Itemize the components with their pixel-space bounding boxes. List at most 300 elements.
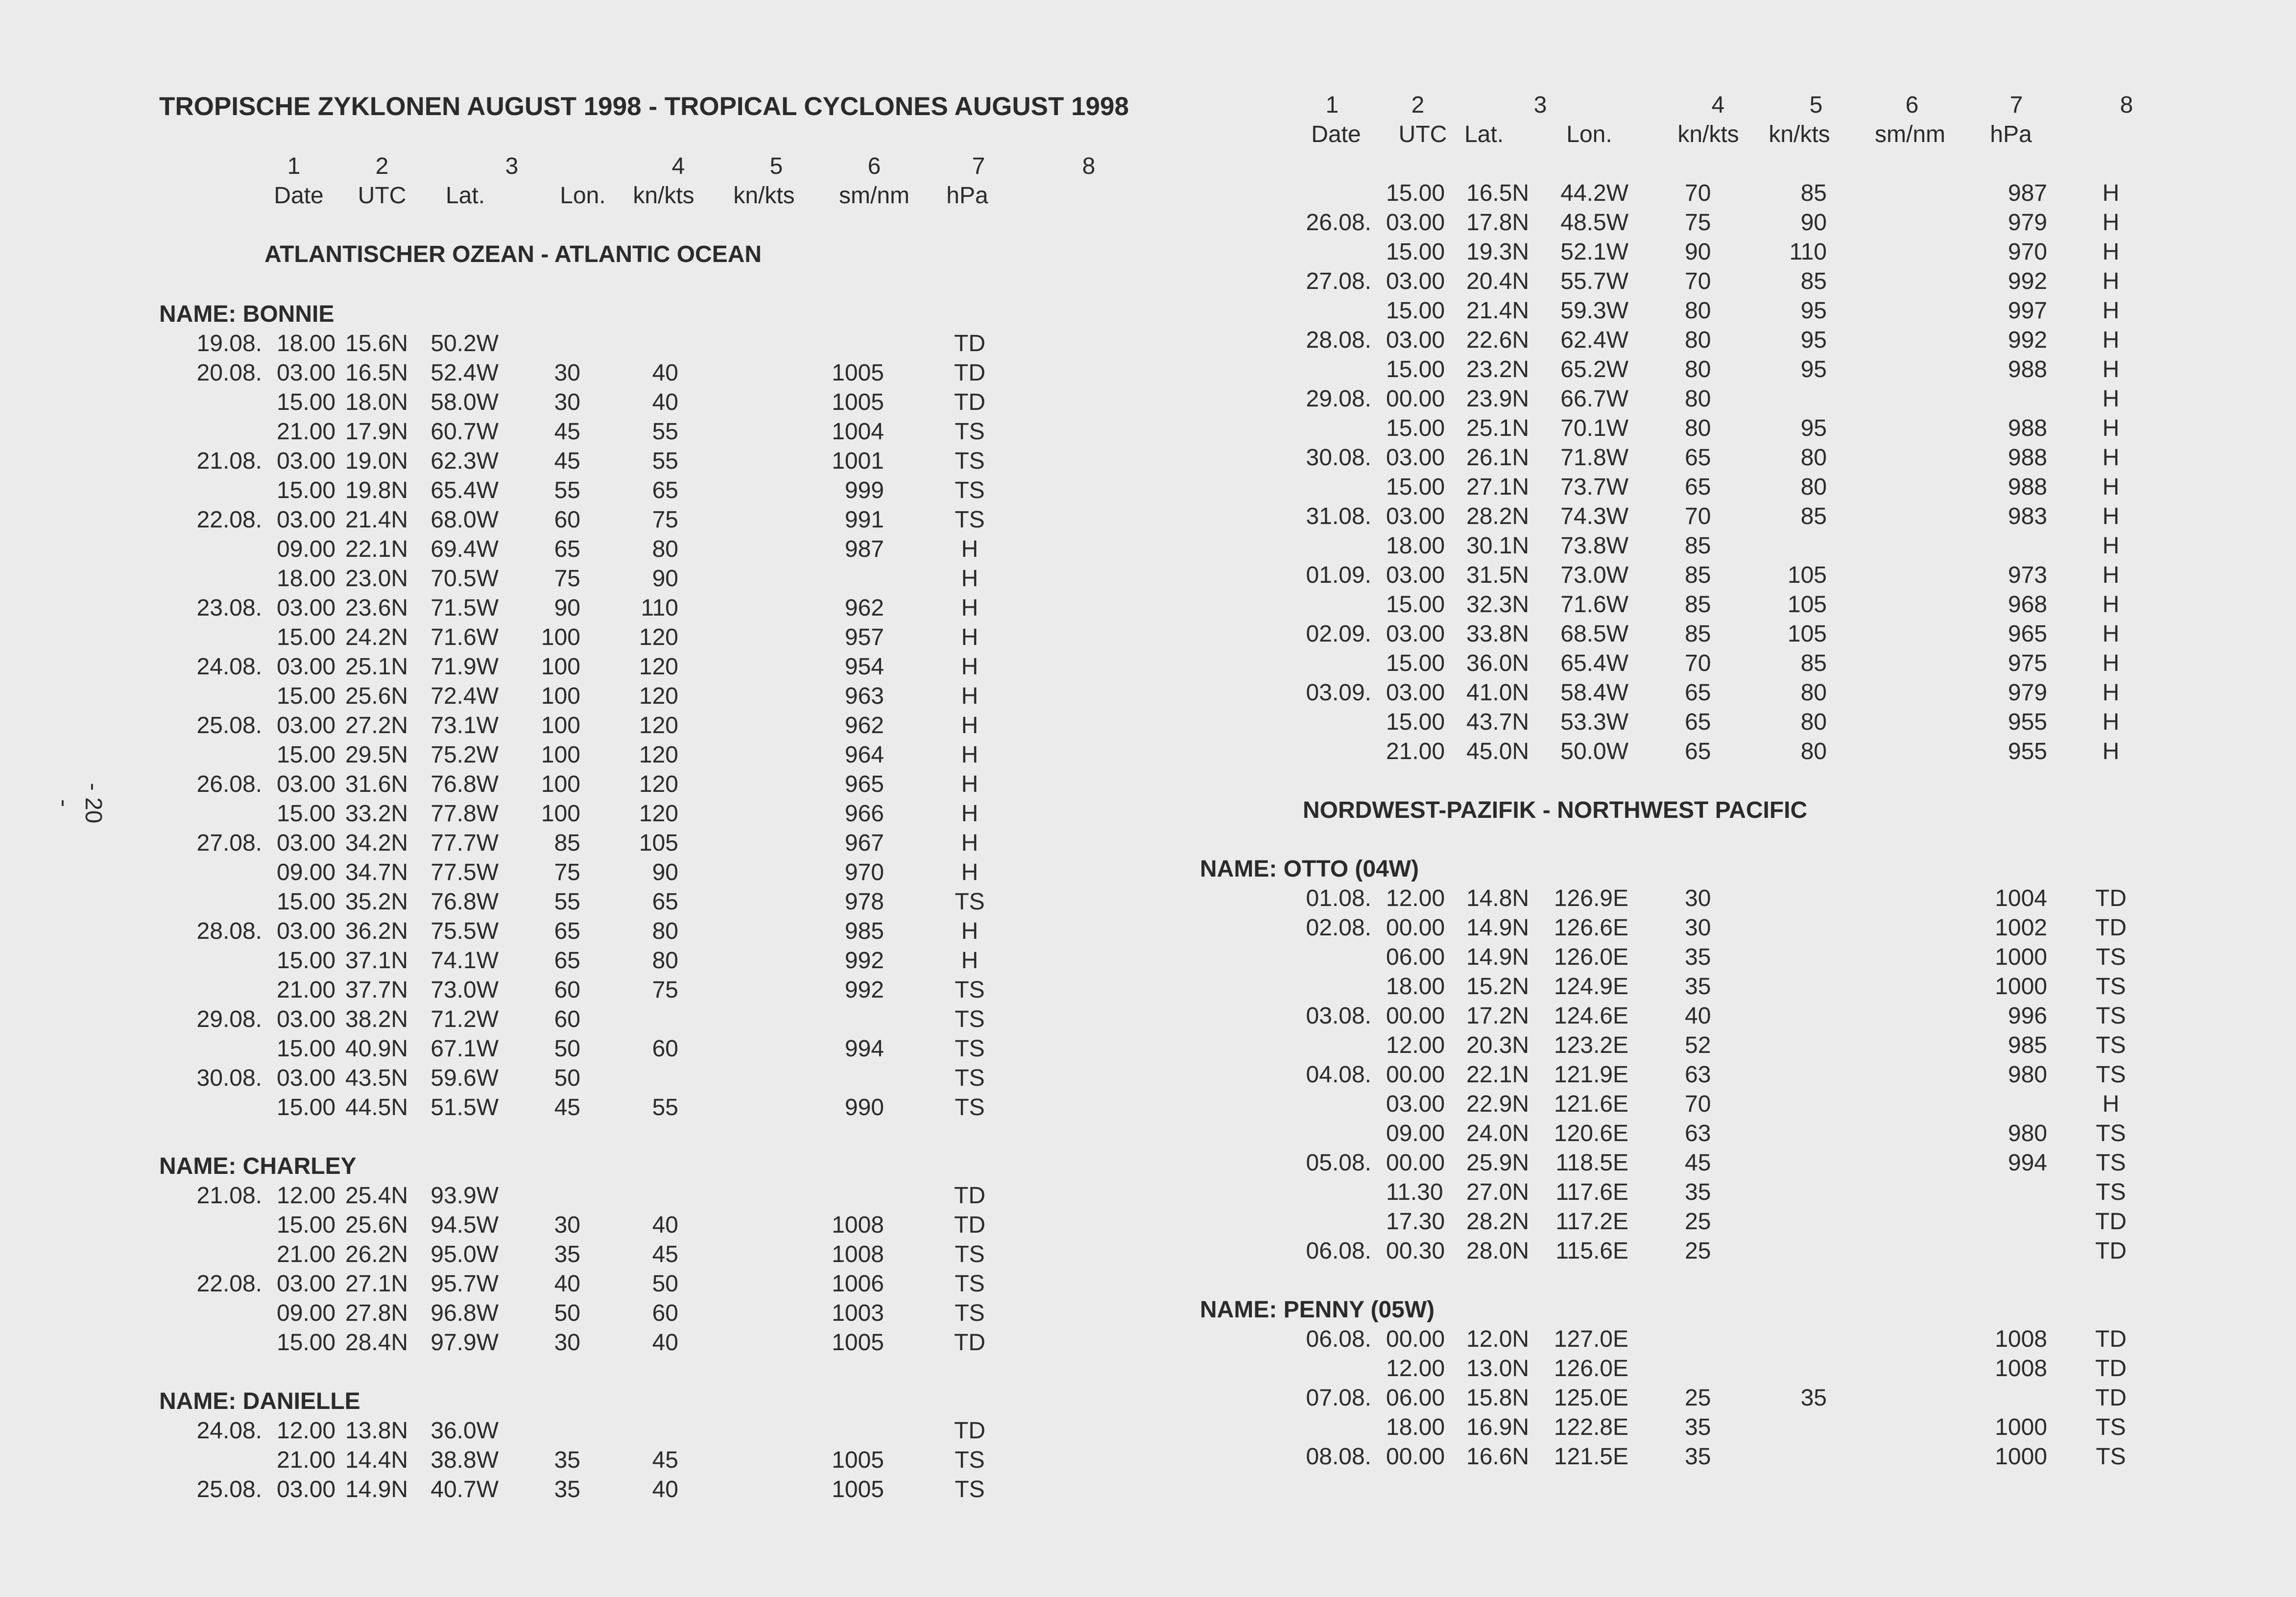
table-row: [1298, 590, 2179, 620]
cell-kn1: 35: [1685, 1444, 1711, 1470]
cell-lat: 17.9N: [345, 419, 408, 445]
cell-kn1: 100: [541, 683, 580, 709]
table-row: [1298, 1237, 2179, 1266]
cell-date: 30.08.: [196, 1065, 262, 1091]
table-row: [1298, 620, 2179, 649]
cell-lon: 126.6E: [1554, 915, 1628, 941]
cell-lat: 34.7N: [345, 859, 408, 885]
cell-utc: 03.00: [1386, 210, 1445, 236]
cell-kn1: 100: [541, 624, 580, 650]
column-label-lon: Lon.: [560, 183, 606, 209]
cell-lat: 19.3N: [1466, 239, 1530, 265]
cell-lon: 60.7W: [430, 419, 499, 445]
cell-lon: 40.7W: [430, 1477, 499, 1502]
cell-kn1: 40: [1685, 1003, 1711, 1029]
cell-cls: H: [2102, 592, 2120, 618]
cell-lon: 71.2W: [430, 1006, 499, 1032]
cell-utc: 03.00: [277, 830, 336, 856]
cell-utc: 15.00: [277, 742, 336, 768]
cell-kn1: 55: [554, 477, 580, 503]
table-row: [1298, 296, 2179, 326]
cell-lat: 14.9N: [1466, 944, 1530, 970]
cell-utc: 03.00: [1386, 621, 1445, 647]
cell-utc: 03.00: [277, 1006, 336, 1032]
cell-cls: H: [2102, 650, 2120, 676]
column-number-4: 4: [1711, 92, 1725, 118]
table-row: [1298, 208, 2179, 238]
cell-lat: 25.6N: [345, 1212, 408, 1238]
cell-kn1: 100: [541, 654, 580, 680]
table-row: [1298, 267, 2179, 296]
table-row: [189, 535, 1021, 564]
cell-lon: 122.8E: [1554, 1414, 1628, 1440]
cell-lat: 23.2N: [1466, 357, 1530, 382]
cell-lon: 69.4W: [430, 536, 499, 562]
cell-cls: H: [961, 654, 979, 680]
table-row: [189, 1005, 1021, 1034]
cell-lat: 16.5N: [1466, 180, 1530, 206]
cell-kn2: 85: [1800, 180, 1827, 206]
table-row: [1298, 473, 2179, 502]
cell-kn2: 80: [1800, 739, 1827, 764]
column-number-7: 7: [972, 153, 985, 179]
column-label-hpa: hPa: [1990, 121, 2032, 147]
cell-cls: H: [2102, 739, 2120, 764]
table-row: [189, 946, 1021, 976]
cell-cls: H: [2102, 474, 2120, 500]
cell-lon: 59.3W: [1560, 298, 1628, 324]
cell-lat: 26.1N: [1466, 445, 1530, 471]
cell-hpa: 996: [2008, 1003, 2047, 1029]
cell-kn1: 60: [554, 507, 580, 533]
table-row: [1298, 972, 2179, 1001]
cell-hpa: 985: [2008, 1032, 2047, 1058]
cell-hpa: 967: [844, 830, 884, 856]
cell-kn2: 80: [1800, 445, 1827, 471]
cell-utc: 00.00: [1386, 1062, 1445, 1088]
cell-lon: 77.8W: [430, 801, 499, 827]
cell-lon: 127.0E: [1554, 1326, 1628, 1352]
cell-lat: 19.0N: [345, 448, 408, 474]
cell-lon: 73.0W: [430, 977, 499, 1003]
cell-hpa: 994: [844, 1036, 884, 1062]
cell-cls: TD: [2095, 885, 2127, 911]
table-row: [1298, 443, 2179, 473]
storm-table-danielle: [189, 1416, 1021, 1504]
cell-kn1: 63: [1685, 1062, 1711, 1088]
cell-kn2: 110: [641, 595, 678, 621]
table-row: [1298, 708, 2179, 737]
cell-kn1: 65: [554, 948, 580, 974]
table-row: [1298, 561, 2179, 590]
cell-kn2: 90: [652, 859, 678, 885]
cell-lon: 117.2E: [1555, 1209, 1628, 1235]
cell-lon: 76.8W: [430, 889, 499, 915]
cell-lon: 65.2W: [1560, 357, 1628, 382]
cell-kn1: 60: [554, 1006, 580, 1032]
cell-hpa: 979: [2008, 680, 2047, 706]
cell-cls: H: [961, 536, 979, 562]
cell-cls: TS: [955, 507, 985, 533]
table-row: [1298, 531, 2179, 561]
cell-hpa: 962: [844, 595, 884, 621]
cell-kn2: 80: [1800, 709, 1827, 735]
cell-kn1: 25: [1685, 1238, 1711, 1264]
cell-lon: 51.5W: [430, 1095, 499, 1120]
cell-lon: 50.0W: [1560, 739, 1628, 764]
cell-cls: TS: [2096, 944, 2126, 970]
cell-kn2: 120: [639, 742, 678, 768]
cell-kn2: 60: [652, 1036, 678, 1062]
cell-lon: 71.5W: [430, 595, 499, 621]
cell-lon: 124.6E: [1554, 1003, 1628, 1029]
table-row: [189, 976, 1021, 1005]
cell-utc: 15.00: [1386, 474, 1445, 500]
cell-utc: 03.00: [277, 360, 336, 386]
table-row: [189, 447, 1021, 476]
cell-lon: 126.9E: [1554, 885, 1628, 911]
cell-utc: 21.00: [277, 977, 336, 1003]
cell-cls: H: [2102, 298, 2120, 324]
cell-lat: 16.6N: [1466, 1444, 1530, 1470]
cell-cls: TS: [955, 448, 985, 474]
cell-lon: 55.7W: [1560, 268, 1628, 294]
cell-hpa: 1001: [832, 448, 884, 474]
cell-hpa: 970: [2008, 239, 2047, 265]
cell-kn2: 85: [1800, 503, 1827, 529]
cell-lon: 77.7W: [430, 830, 499, 856]
cell-cls: TS: [955, 1241, 985, 1267]
cell-lat: 16.5N: [345, 360, 408, 386]
cell-kn1: 35: [554, 1477, 580, 1502]
cell-cls: TS: [955, 977, 985, 1003]
cell-kn1: 100: [541, 771, 580, 797]
cell-kn1: 30: [554, 1330, 580, 1356]
cell-lat: 12.0N: [1466, 1326, 1530, 1352]
cell-kn1: 100: [541, 742, 580, 768]
column-number-8: 8: [2120, 92, 2133, 118]
table-row: [1298, 1119, 2179, 1148]
cell-kn1: 85: [1685, 533, 1711, 559]
cell-date: 21.08.: [196, 448, 262, 474]
column-label-lon: Lon.: [1566, 121, 1612, 147]
cell-cls: H: [2102, 415, 2120, 441]
cell-lat: 26.2N: [345, 1241, 408, 1267]
cell-hpa: 1000: [1995, 1414, 2047, 1440]
table-row: [1298, 1354, 2179, 1383]
cell-utc: 03.00: [277, 654, 336, 680]
cell-lon: 96.8W: [430, 1300, 499, 1326]
cell-hpa: 1000: [1995, 1444, 2047, 1470]
cell-lat: 15.8N: [1466, 1385, 1530, 1411]
cell-kn1: 65: [1685, 739, 1711, 764]
cell-lon: 95.7W: [430, 1271, 499, 1297]
cell-hpa: 987: [2008, 180, 2047, 206]
cell-kn1: 50: [554, 1065, 580, 1091]
table-row: [1298, 1031, 2179, 1060]
cell-kn2: 95: [1800, 357, 1827, 382]
cell-kn1: 65: [554, 536, 580, 562]
cell-cls: H: [961, 801, 979, 827]
cell-kn1: 80: [1685, 415, 1711, 441]
cell-hpa: 990: [844, 1095, 884, 1120]
cell-cls: TS: [2096, 1003, 2126, 1029]
cell-utc: 12.00: [1386, 1356, 1445, 1382]
table-row: [1298, 884, 2179, 913]
cell-hpa: 992: [844, 948, 884, 974]
cell-kn1: 45: [554, 448, 580, 474]
storm-name-bonnie: NAME: BONNIE: [159, 301, 335, 327]
cell-kn1: 65: [1685, 445, 1711, 471]
cell-utc: 18.00: [1386, 533, 1445, 559]
cell-cls: TS: [2096, 1179, 2126, 1205]
cell-cls: TD: [2095, 1209, 2127, 1235]
cell-hpa: 1006: [832, 1271, 884, 1297]
cell-kn2: 35: [1800, 1385, 1827, 1411]
table-row: [1298, 384, 2179, 414]
table-row: [1298, 238, 2179, 267]
cell-utc: 15.00: [277, 1212, 336, 1238]
cell-lat: 44.5N: [345, 1095, 408, 1120]
cell-lat: 27.8N: [345, 1300, 408, 1326]
cell-hpa: 1004: [832, 419, 884, 445]
cell-date: 28.08.: [196, 918, 262, 944]
cell-lon: 120.6E: [1554, 1120, 1628, 1146]
cell-utc: 03.00: [277, 713, 336, 739]
cell-lon: 50.2W: [430, 331, 499, 357]
cell-lat: 18.0N: [345, 389, 408, 415]
cell-lon: 62.4W: [1560, 327, 1628, 353]
column-number-8: 8: [1082, 153, 1096, 179]
cell-hpa: 1004: [1995, 885, 2047, 911]
cell-hpa: 979: [2008, 210, 2047, 236]
column-number-2: 2: [1411, 92, 1425, 118]
cell-utc: 21.00: [277, 1241, 336, 1267]
cell-date: 06.08.: [1306, 1238, 1371, 1264]
table-row: [189, 623, 1021, 652]
cell-cls: TD: [2095, 1238, 2127, 1264]
cell-kn2: 80: [1800, 474, 1827, 500]
cell-date: 27.08.: [196, 830, 262, 856]
cell-date: 22.08.: [196, 507, 262, 533]
cell-lat: 25.4N: [345, 1183, 408, 1209]
table-row: [1298, 1060, 2179, 1090]
cell-lat: 20.4N: [1466, 268, 1530, 294]
cell-hpa: 957: [844, 624, 884, 650]
cell-hpa: 963: [844, 683, 884, 709]
cell-kn2: 90: [1800, 210, 1827, 236]
storm-name-danielle: NAME: DANIELLE: [159, 1388, 360, 1414]
cell-lon: 76.8W: [430, 771, 499, 797]
cell-lat: 14.9N: [345, 1477, 408, 1502]
cell-lat: 28.2N: [1466, 1209, 1530, 1235]
column-number-3: 3: [1533, 92, 1547, 118]
cell-kn1: 80: [1685, 298, 1711, 324]
table-row: [189, 1240, 1021, 1269]
cell-lat: 22.1N: [1466, 1062, 1530, 1088]
cell-hpa: 980: [2008, 1120, 2047, 1146]
cell-lat: 37.1N: [345, 948, 408, 974]
cell-lat: 27.1N: [1466, 474, 1530, 500]
cell-date: 24.08.: [196, 1418, 262, 1444]
cell-hpa: 992: [844, 977, 884, 1003]
cell-utc: 09.00: [277, 1300, 336, 1326]
cell-cls: TD: [954, 1183, 985, 1209]
table-row: [1298, 355, 2179, 384]
column-label-hpa: hPa: [946, 183, 988, 209]
cell-cls: H: [961, 859, 979, 885]
cell-hpa: 992: [2008, 268, 2047, 294]
cell-lon: 73.1W: [430, 713, 499, 739]
cell-utc: 18.00: [277, 566, 336, 592]
cell-hpa: 973: [2008, 562, 2047, 588]
cell-lon: 126.0E: [1554, 944, 1628, 970]
cell-hpa: 988: [2008, 474, 2047, 500]
cell-kn2: 85: [1800, 650, 1827, 676]
cell-kn1: 52: [1685, 1032, 1711, 1058]
cell-date: 25.08.: [196, 713, 262, 739]
cell-utc: 12.00: [1386, 1032, 1445, 1058]
cell-cls: TS: [2096, 1150, 2126, 1176]
cell-utc: 15.00: [1386, 239, 1445, 265]
cell-kn1: 30: [1685, 885, 1711, 911]
cell-date: 01.08.: [1306, 885, 1371, 911]
cell-kn1: 70: [1685, 503, 1711, 529]
cell-lat: 31.6N: [345, 771, 408, 797]
cell-lon: 121.6E: [1554, 1091, 1628, 1117]
cell-lat: 30.1N: [1466, 533, 1530, 559]
cell-kn1: 45: [554, 419, 580, 445]
storm-name-penny: NAME: PENNY (05W): [1200, 1297, 1435, 1323]
table-row: [1298, 678, 2179, 708]
cell-cls: H: [2102, 357, 2120, 382]
storm-table-penny: [1298, 1325, 2179, 1472]
cell-lon: 124.9E: [1554, 974, 1628, 1000]
cell-kn1: 85: [554, 830, 580, 856]
cell-lat: 24.2N: [345, 624, 408, 650]
cell-utc: 03.00: [277, 1477, 336, 1502]
cell-utc: 06.00: [1386, 1385, 1445, 1411]
cell-hpa: 965: [2008, 621, 2047, 647]
column-number-4: 4: [671, 153, 685, 179]
cell-lon: 94.5W: [430, 1212, 499, 1238]
cell-date: 26.08.: [1306, 210, 1371, 236]
cell-kn2: 80: [1800, 680, 1827, 706]
cell-lon: 58.4W: [1560, 680, 1628, 706]
cell-utc: 15.00: [1386, 592, 1445, 618]
cell-kn1: 45: [1685, 1150, 1711, 1176]
cell-cls: H: [2102, 268, 2120, 294]
cell-lat: 19.8N: [345, 477, 408, 503]
cell-kn1: 63: [1685, 1120, 1711, 1146]
column-label-kn1: kn/kts: [633, 183, 694, 209]
cell-cls: TS: [955, 889, 985, 915]
cell-kn1: 85: [1685, 592, 1711, 618]
cell-hpa: 992: [2008, 327, 2047, 353]
cell-utc: 15.00: [277, 948, 336, 974]
cell-hpa: 1000: [1995, 944, 2047, 970]
cell-kn2: 105: [639, 830, 678, 856]
cell-kn1: 70: [1685, 650, 1711, 676]
cell-hpa: 999: [844, 477, 884, 503]
section-title-nw-pacific: NORDWEST-PAZIFIK - NORTHWEST PACIFIC: [1303, 797, 1808, 823]
table-row: [189, 1475, 1021, 1504]
cell-utc: 15.00: [277, 624, 336, 650]
cell-kn1: 25: [1685, 1385, 1711, 1411]
cell-cls: TS: [955, 1006, 985, 1032]
table-row: [189, 1211, 1021, 1240]
table-row: [1298, 1442, 2179, 1472]
cell-lon: 52.4W: [430, 360, 499, 386]
cell-kn1: 35: [554, 1241, 580, 1267]
cell-lat: 20.3N: [1466, 1032, 1530, 1058]
column-label-sm: sm/nm: [1875, 121, 1945, 147]
cell-lon: 125.0E: [1554, 1385, 1628, 1411]
cell-utc: 15.00: [1386, 357, 1445, 382]
table-row: [1298, 1383, 2179, 1413]
cell-kn1: 100: [541, 713, 580, 739]
cell-kn2: 80: [652, 948, 678, 974]
cell-lon: 75.2W: [430, 742, 499, 768]
cell-cls: H: [961, 595, 979, 621]
cell-lat: 35.2N: [345, 889, 408, 915]
column-label-utc: UTC: [1398, 121, 1447, 147]
cell-kn1: 35: [554, 1447, 580, 1473]
cell-lat: 40.9N: [345, 1036, 408, 1062]
cell-kn1: 30: [554, 389, 580, 415]
cell-kn2: 75: [652, 507, 678, 533]
table-row: [189, 829, 1021, 858]
cell-lon: 48.5W: [1560, 210, 1628, 236]
cell-utc: 18.00: [1386, 1414, 1445, 1440]
table-row: [1298, 1325, 2179, 1354]
cell-kn2: 120: [639, 801, 678, 827]
column-number-7: 7: [2009, 92, 2023, 118]
cell-kn1: 35: [1685, 1414, 1711, 1440]
column-label-utc: UTC: [358, 183, 407, 209]
cell-cls: TD: [2095, 1326, 2127, 1352]
cell-lon: 71.8W: [1560, 445, 1628, 471]
cell-kn2: 95: [1800, 327, 1827, 353]
cell-lon: 36.0W: [430, 1418, 499, 1444]
table-row: [1298, 502, 2179, 531]
cell-lat: 13.8N: [345, 1418, 408, 1444]
cell-kn1: 85: [1685, 621, 1711, 647]
cell-hpa: 1008: [832, 1212, 884, 1238]
cell-lon: 65.4W: [1560, 650, 1628, 676]
cell-lon: 73.8W: [1560, 533, 1628, 559]
cell-lon: 126.0E: [1554, 1356, 1628, 1382]
cell-hpa: 1005: [832, 389, 884, 415]
cell-date: 25.08.: [196, 1477, 262, 1502]
cell-kn1: 65: [1685, 680, 1711, 706]
cell-utc: 06.00: [1386, 944, 1445, 970]
cell-lon: 70.1W: [1560, 415, 1628, 441]
cell-kn2: 105: [1787, 621, 1827, 647]
storm-table-charley: [189, 1181, 1021, 1358]
cell-cls: TD: [954, 360, 985, 386]
table-row: [1298, 1148, 2179, 1178]
table-row: [1298, 1178, 2179, 1207]
cell-lon: 65.4W: [430, 477, 499, 503]
cell-kn2: 45: [652, 1447, 678, 1473]
cell-kn1: 30: [1685, 915, 1711, 941]
cell-kn2: 40: [652, 389, 678, 415]
cell-hpa: 975: [2008, 650, 2047, 676]
cell-utc: 00.00: [1386, 1444, 1445, 1470]
cell-hpa: 1005: [832, 1330, 884, 1356]
cell-date: 08.08.: [1306, 1444, 1371, 1470]
